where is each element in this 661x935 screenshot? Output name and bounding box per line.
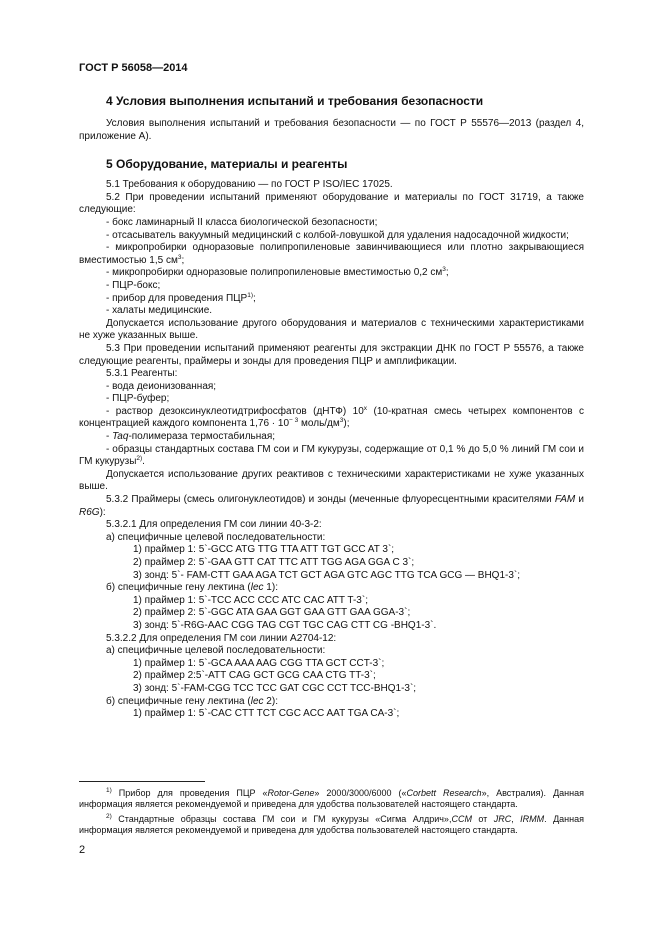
- para-5-3-2-2: 5.3.2.2 Для определения ГМ сои линии A2704-12:: [106, 632, 337, 644]
- list-item: б) специфичные гену лектина (lec 2):: [106, 695, 278, 707]
- footnote-ref-1: 1): [247, 291, 253, 299]
- primer-line: 1) праймер 1: 5`-CAC CTT TCT CGC ACC AAT TGA CA-3`;: [133, 708, 400, 720]
- section-4-text: Условия выполнения испытаний и требования безопасности — по ГОСТ Р 55576—2013 (раздел 4, приложение А).: [79, 118, 584, 142]
- page-number: 2: [79, 844, 86, 856]
- para-5-1: 5.1 Требования к оборудованию — по ГОСТ Р ISO/IEC 17025.: [106, 179, 393, 191]
- section-4-heading: 4 Условия выполнения испытаний и требования безопасности: [106, 94, 484, 108]
- allowance-note-reagents: Допускается использование других реактивов с техническими характеристиками не хуже указанных выше.: [79, 468, 584, 493]
- list-item: а) специфичные целевой последовательности:: [106, 645, 326, 657]
- para-5-3-1: 5.3.1 Реагенты:: [106, 368, 178, 380]
- section-5-heading: 5 Оборудование, материалы и реагенты: [106, 157, 348, 172]
- footnote-2: $^{2)}$ Стандартные образцы состава ГМ сои и ГМ кукурузы «Сигма Алдрич»,CCM от JRC, IRMM. Данная информация является рекомендуемой и приведена для удобства пользователей настоящего стандарта.: [79, 813, 584, 835]
- para-5-2: 5.2 При проведении испытаний применяют оборудование и материалы по ГОСТ 31719, а также следующие:: [79, 191, 584, 216]
- equipment-item: - микропробирки одноразовые полипропиленовые завинчивающиеся или плотно закрывающиеся вместимостью 1,5 $см^3$;: [79, 242, 584, 266]
- primer-line: 1) праймер 1: 5`-TCC ACC CCC ATC CAC ATT T-3`;: [133, 594, 368, 606]
- probe-line: 3) зонд: 5`- FAM-CTT GAA AGA TCT GCT AGA GTC AGC TTG TCA GCG — BHQ1-3`;: [133, 569, 521, 581]
- probe-line: 3) зонд: 5`-R6G-AAC CGG TAG CGT TGC CAG CTT CG -BHQ1-3`.: [133, 619, 437, 631]
- equipment-item: - бокс ламинарный II класса биологической безопасности;: [106, 216, 378, 228]
- para-5-3-2: 5.3.2 Праймеры (смесь олигонуклеотидов) и зонды (меченные флуоресцентными красителями FAM и R6G):: [79, 494, 584, 518]
- primer-line: 2) праймер 2:5`-ATT CAG GCT GCG CAA CTG TT-3`;: [133, 670, 376, 682]
- list-item: б) специфичные гену лектина (lec 1):: [106, 582, 278, 594]
- reagent-item: - образцы стандартных состава ГМ сои и ГМ кукурузы, содержащие от 0,1 % до 5,0 % линий ГМ сои и ГМ кукурузы$^{2)}$.: [79, 443, 584, 468]
- footnotes: [79, 788, 584, 840]
- document-body: [79, 94, 584, 721]
- primer-line: 2) праймер 2: 5`-GGC ATA GAA GGT GAA GTT GAA GGA-3`;: [133, 607, 411, 619]
- allowance-note-equipment: Допускается использование другого оборудования и материалов с техническими характеристиками не хуже указанных выше.: [79, 317, 584, 342]
- para-5-3: 5.3 При проведении испытаний применяют реагенты для экстракции ДНК по ГОСТ Р 55576, а также следующие реагенты, праймеры и зонды для проведения ПЦР и амплификации.: [79, 342, 584, 367]
- equipment-item: - отсасыватель вакуумный медицинский с колбой-ловушкой для удаления надосадочной жидкости;: [106, 229, 569, 241]
- equipment-item: - халаты медицинские.: [106, 305, 213, 317]
- primer-line: 1) праймер 1: 5`-GCC ATG TTG TTA ATT TGT GCC AT 3`;: [133, 544, 395, 556]
- equipment-item: - микропробирки одноразовые полипропиленовые вместимостью 0,2 $см^3$;: [106, 266, 449, 279]
- probe-line: 3) зонд: 5`-FAM-CGG TCC TCC GAT CGC CCT TCC-BHQ1-3`;: [133, 682, 417, 694]
- reagent-item: - вода деионизованная;: [106, 380, 217, 392]
- footnote-divider: [79, 781, 205, 782]
- footnote-1: $^{1)}$ Прибор для проведения ПЦР «Rotor-Gene» 2000/3000/6000 («Corbett Research», Австралия). Данная информация является рекомендуемой и приведена для удобства пользователей настоящего стандарта.: [79, 787, 584, 809]
- equipment-item: - ПЦР-бокс;: [106, 279, 161, 291]
- para-5-3-2-1: 5.3.2.1 Для определения ГМ сои линии 40-3-2:: [106, 519, 322, 531]
- reagent-item: - Taq-полимераза термостабильная;: [106, 431, 276, 443]
- primer-line: 2) праймер 2: 5`-GAA GTT CAT TTC ATT TGG AGA GGA C 3`;: [133, 557, 415, 568]
- footnote-ref-2: 2): [136, 455, 143, 463]
- equipment-item: - прибор для проведения ПЦР$^{1)}$;: [106, 291, 256, 304]
- document-header: ГОСТ Р 56058—2014: [79, 62, 188, 74]
- primer-line: 1) праймер 1: 5`-GCA AAA AAG CGG TTA GCT CCT-3`;: [133, 657, 385, 669]
- reagent-item: - раствор дезоксинуклеотидтрифосфатов (дНТФ) 10$^x$ (10-кратная смесь четырех компонентов с концентрацией каждого компонента $1,76 \cdot 10^{- 3}$ моль/$дм^3$);: [79, 404, 584, 430]
- reagent-item: - ПЦР-буфер;: [106, 393, 170, 405]
- list-item: а) специфичные целевой последовательности:: [106, 531, 326, 543]
